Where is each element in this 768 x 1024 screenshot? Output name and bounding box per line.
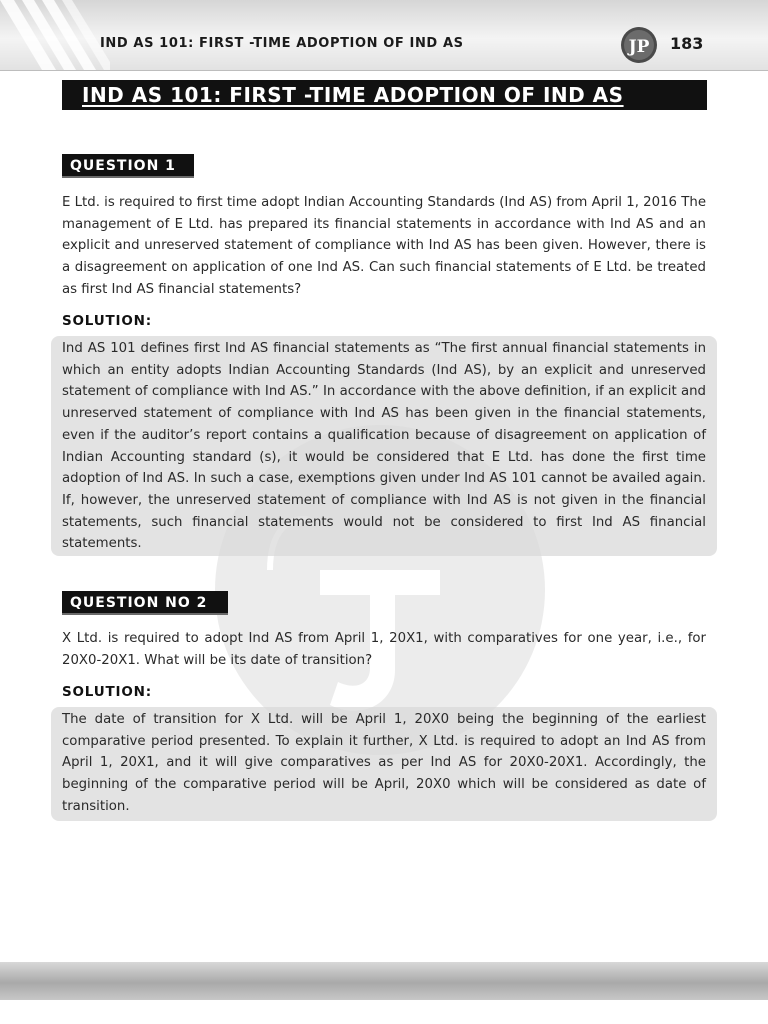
solution-2-text: The date of transition for X Ltd. will be April 1, 20X0 being the beginning of the earliest comparative period presented. To explain it further, X Ltd. is required to adopt an Ind AS from April 1, 20X1, and it will give comparatives as per Ind AS for 20X0-20X1. Accordingly, the beginning of the comparative period will be April, 20X0 which will be considered as date of transition. bbox=[62, 712, 706, 814]
chapter-title: IND AS 101: FIRST -TIME ADOPTION OF IND AS bbox=[82, 83, 624, 107]
question-2-label: QUESTION NO 2 bbox=[62, 591, 228, 615]
solution-2-box bbox=[51, 707, 717, 821]
question-1-text: E Ltd. is required to first time adopt Indian Accounting Standards (Ind AS) from April 1, 2016 The management of E Ltd. has prepared its financial statements in accordance with Ind AS and an explicit and unreserved statement of compliance with Ind AS has been given. However, there is a disagreement on application of one Ind AS. Can such financial statements of E Ltd. be treated as first Ind AS financial statements? bbox=[62, 195, 706, 297]
question-1-label: QUESTION 1 bbox=[62, 154, 194, 178]
solution-1-box bbox=[51, 336, 717, 556]
logo-text: JP bbox=[628, 37, 650, 57]
page-header bbox=[0, 0, 768, 71]
chapter-title-bar bbox=[62, 80, 707, 110]
page-footer bbox=[0, 962, 768, 1000]
solution-1-text: Ind AS 101 defines first Ind AS financial statements as “The first annual financial statements in which an entity adopts Indian Accounting Standards (Ind AS), by an explicit and unreserved statement of compliance with Ind AS.” In accordance with the above definition, if an explicit and unreserved statement of compliance with Ind AS has been given in the financial statements, even if the auditor’s report contains a qualification because of disagreement on application of Indian Accounting standard (s), it would be considered that E Ltd. has done the first time adoption of Ind AS. In such a case, exemptions given under Ind AS 101 cannot be availed again. If, however, the unreserved statement of compliance with Ind AS is not given in the financial statements, such financial statements would not be considered to first Ind AS financial statements. bbox=[62, 341, 706, 552]
decorative-stripes bbox=[0, 0, 110, 70]
running-header-title: IND AS 101: FIRST -TIME ADOPTION OF IND AS bbox=[100, 36, 464, 51]
solution-2-label: SOLUTION: bbox=[62, 684, 152, 700]
solution-1-label: SOLUTION: bbox=[62, 313, 152, 329]
publisher-logo-icon bbox=[620, 26, 658, 64]
question-2-text: X Ltd. is required to adopt Ind AS from April 1, 20X1, with comparatives for one year, i.e., for 20X0-20X1. What will be its date of transition? bbox=[62, 631, 706, 668]
page-number: 183 bbox=[670, 34, 704, 53]
